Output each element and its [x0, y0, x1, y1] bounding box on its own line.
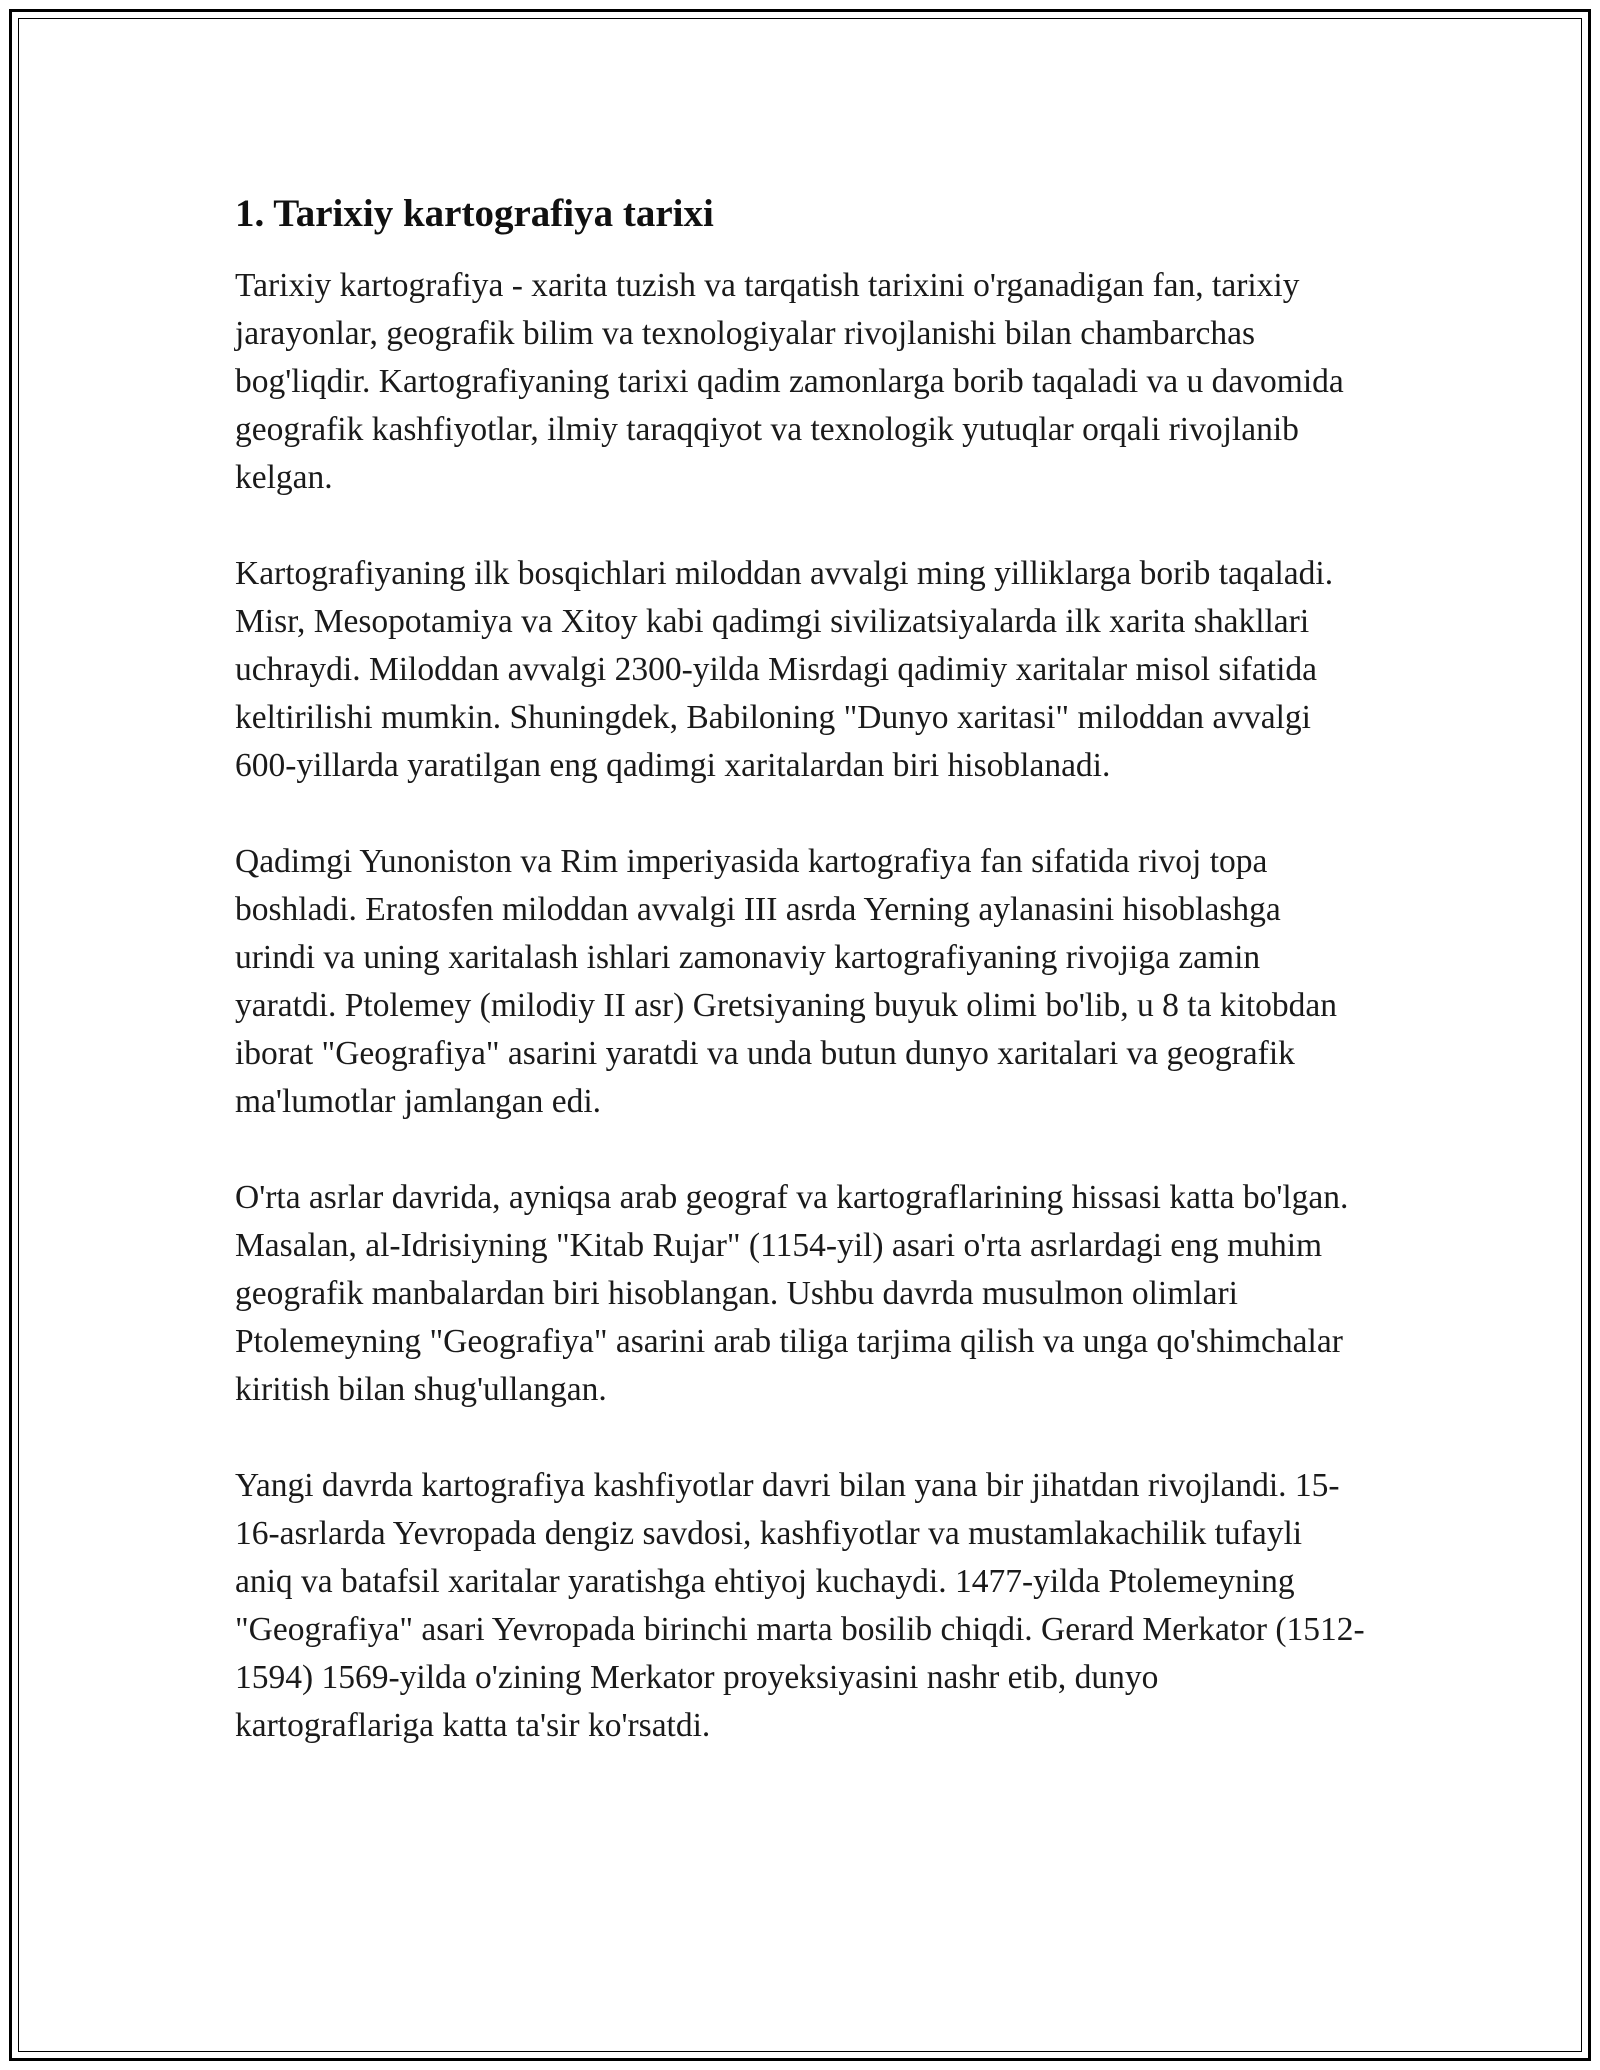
paragraph-modern-era: Yangi davrda kartografiya kashfiyotlar davri bilan yana bir jihatdan rivojlandi. 15-16-asrlarda Yevropada dengiz savdosi, kashfiyotlar va mustamlakachilik tufayli aniq va batafsil xaritalar yaratishga ehtiyoj kuchaydi. 1477-yilda Ptolemeyning "Geografiya" asari Yevropada birinchi marta bosilib chiqdi. Gerard Merkator (1512-1594) 1569-yilda o'zining Merkator proyeksiyasini nashr etib, dunyo kartograflariga katta ta'sir ko'rsatdi. — [235, 1467, 1365, 1744]
document-body — [235, 188, 1365, 1798]
paragraph-antiquity: Qadimgi Yunoniston va Rim imperiyasida kartografiya fan sifatida rivoj topa boshladi. Eratosfen miloddan avvalgi III asrda Yerning aylanasini hisoblashga urindi va uning xaritalash ishlari zamonaviy kartografiyaning rivojiga zamin yaratdi. Ptolemey (milodiy II asr) Gretsiyaning buyuk olimi bo'lib, u 8 ta kitobdan iborat "Geografiya" asarini yaratdi va unda butun dunyo xaritalari va geografik ma'lumotlar jamlangan edi. — [235, 843, 1338, 1120]
paragraph-early-stages: Kartografiyaning ilk bosqichlari miloddan avvalgi ming yilliklarga borib taqaladi. Misr, Mesopotamiya va Xitoy kabi qadimgi sivilizatsiyalarda ilk xarita shakllari uchraydi. Miloddan avvalgi 2300-yilda Misrdagi qadimiy xaritalar misol sifatida keltirilishi mumkin. Shuningdek, Babiloning "Dunyo xaritasi" miloddan avvalgi 600-yillarda yaratilgan eng qadimgi xaritalardan biri hisoblanadi. — [235, 555, 1334, 784]
document-title: 1. Tarixiy kartografiya tarixi — [235, 192, 714, 235]
paragraph-intro: Tarixiy kartografiya - xarita tuzish va tarqatish tarixini o'rganadigan fan, tarixiy jarayonlar, geografik bilim va texnologiyalar rivojlanishi bilan chambarchas bog'liqdir. Kartografiyaning tarixi qadim zamonlarga borib taqaladi va u davomida geografik kashfiyotlar, ilmiy taraqqiyot va texnologik yutuqlar orqali rivojlanib kelgan. — [235, 267, 1344, 496]
paragraph-middle-ages: O'rta asrlar davrida, ayniqsa arab geograf va kartograflarining hissasi katta bo'lgan. Masalan, al-Idrisiyning "Kitab Rujar" (1154-yil) asari o'rta asrlardagi eng muhim geografik manbalardan biri hisoblangan. Ushbu davrda musulmon olimlari Ptolemeyning "Geografiya" asarini arab tiliga tarjima qilish va unga qo'shimchalar kiritish bilan shug'ullangan. — [235, 1179, 1349, 1408]
